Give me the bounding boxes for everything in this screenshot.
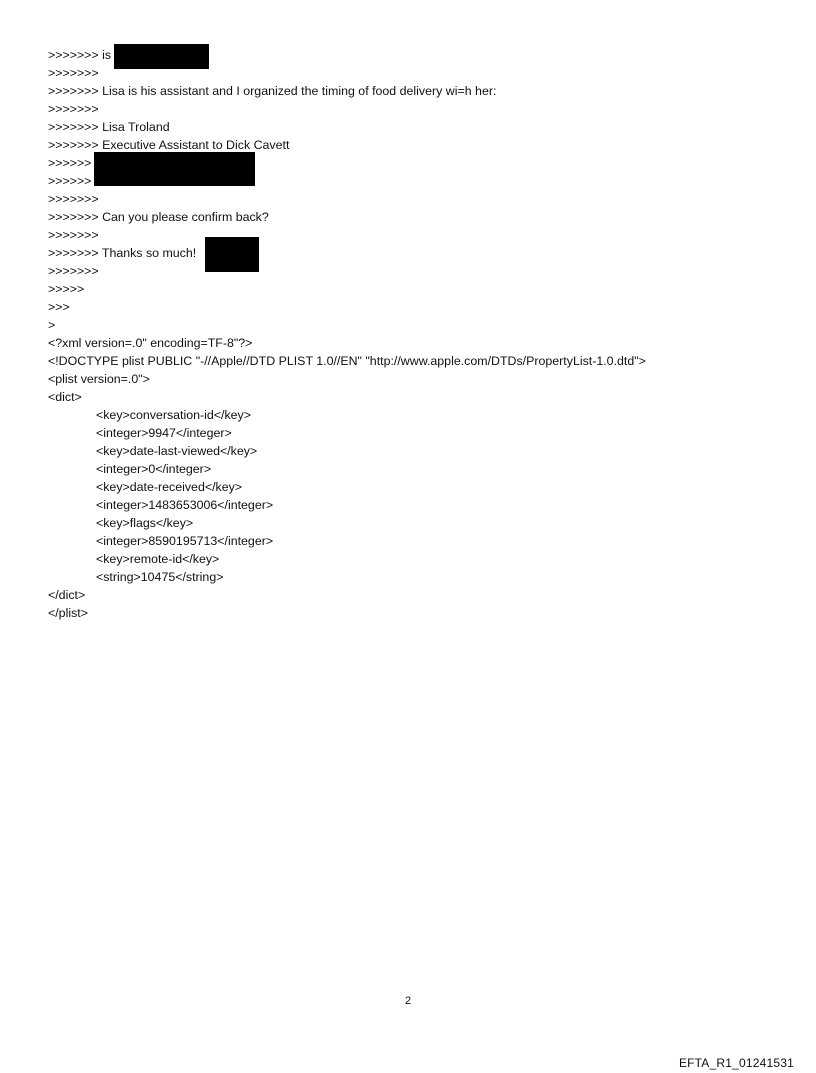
text-line: >>>>>>> (48, 228, 99, 242)
text-line: <key>conversation-id</key> (96, 408, 251, 422)
text-line: <integer>8590195713</integer> (96, 534, 274, 548)
text-line: >>>>>>> (48, 192, 99, 206)
text-line: <!DOCTYPE plist PUBLIC "-//Apple//DTD PLIST 1.0//EN" "http://www.apple.com/DTDs/PropertyList-1.0.dtd"> (48, 354, 646, 368)
document-body (48, 46, 788, 622)
text-line: >>>>>>> Thanks so much! (48, 246, 197, 260)
text-line: >>>>>>> Lisa is his assistant and I organized the timing of food delivery wi=h her: (48, 84, 497, 98)
redaction-box (205, 237, 259, 272)
text-line: >>>>>>> Can you please confirm back? (48, 210, 269, 224)
text-line: </plist> (48, 606, 88, 620)
text-line: >>>>> (48, 282, 85, 296)
text-line: >>>>>>> Lisa Troland (48, 120, 170, 134)
text-line: <key>flags</key> (96, 516, 194, 530)
text-line: >>>>>> (48, 156, 92, 170)
text-line: <integer>0</integer> (96, 462, 212, 476)
text-line: >>> (48, 300, 70, 314)
page-number: 2 (404, 995, 412, 1007)
text-line: <integer>1483653006</integer> (96, 498, 274, 512)
bates-number: EFTA_R1_01241531 (678, 1056, 794, 1070)
text-line: <string>10475</string> (96, 570, 224, 584)
text-line: >>>>>>> (48, 102, 99, 116)
text-line: >>>>>>> (48, 66, 99, 80)
text-line: > (48, 318, 56, 332)
text-line: >>>>>> (48, 174, 92, 188)
text-line: </dict> (48, 588, 86, 602)
text-line: <key>date-received</key> (96, 480, 243, 494)
text-line: <plist version=.0"> (48, 372, 150, 386)
text-line: >>>>>>> is (48, 48, 112, 62)
text-line: >>>>>>> Executive Assistant to Dick Cavett (48, 138, 290, 152)
text-line: >>>>>>> (48, 264, 99, 278)
text-line: <integer>9947</integer> (96, 426, 232, 440)
text-line: <key>date-last-viewed</key> (96, 444, 258, 458)
redaction-box (94, 152, 255, 186)
text-line: <?xml version=.0" encoding=TF-8"?> (48, 336, 253, 350)
text-line: <key>remote-id</key> (96, 552, 220, 566)
text-line: <dict> (48, 390, 82, 404)
redaction-box (114, 44, 209, 69)
